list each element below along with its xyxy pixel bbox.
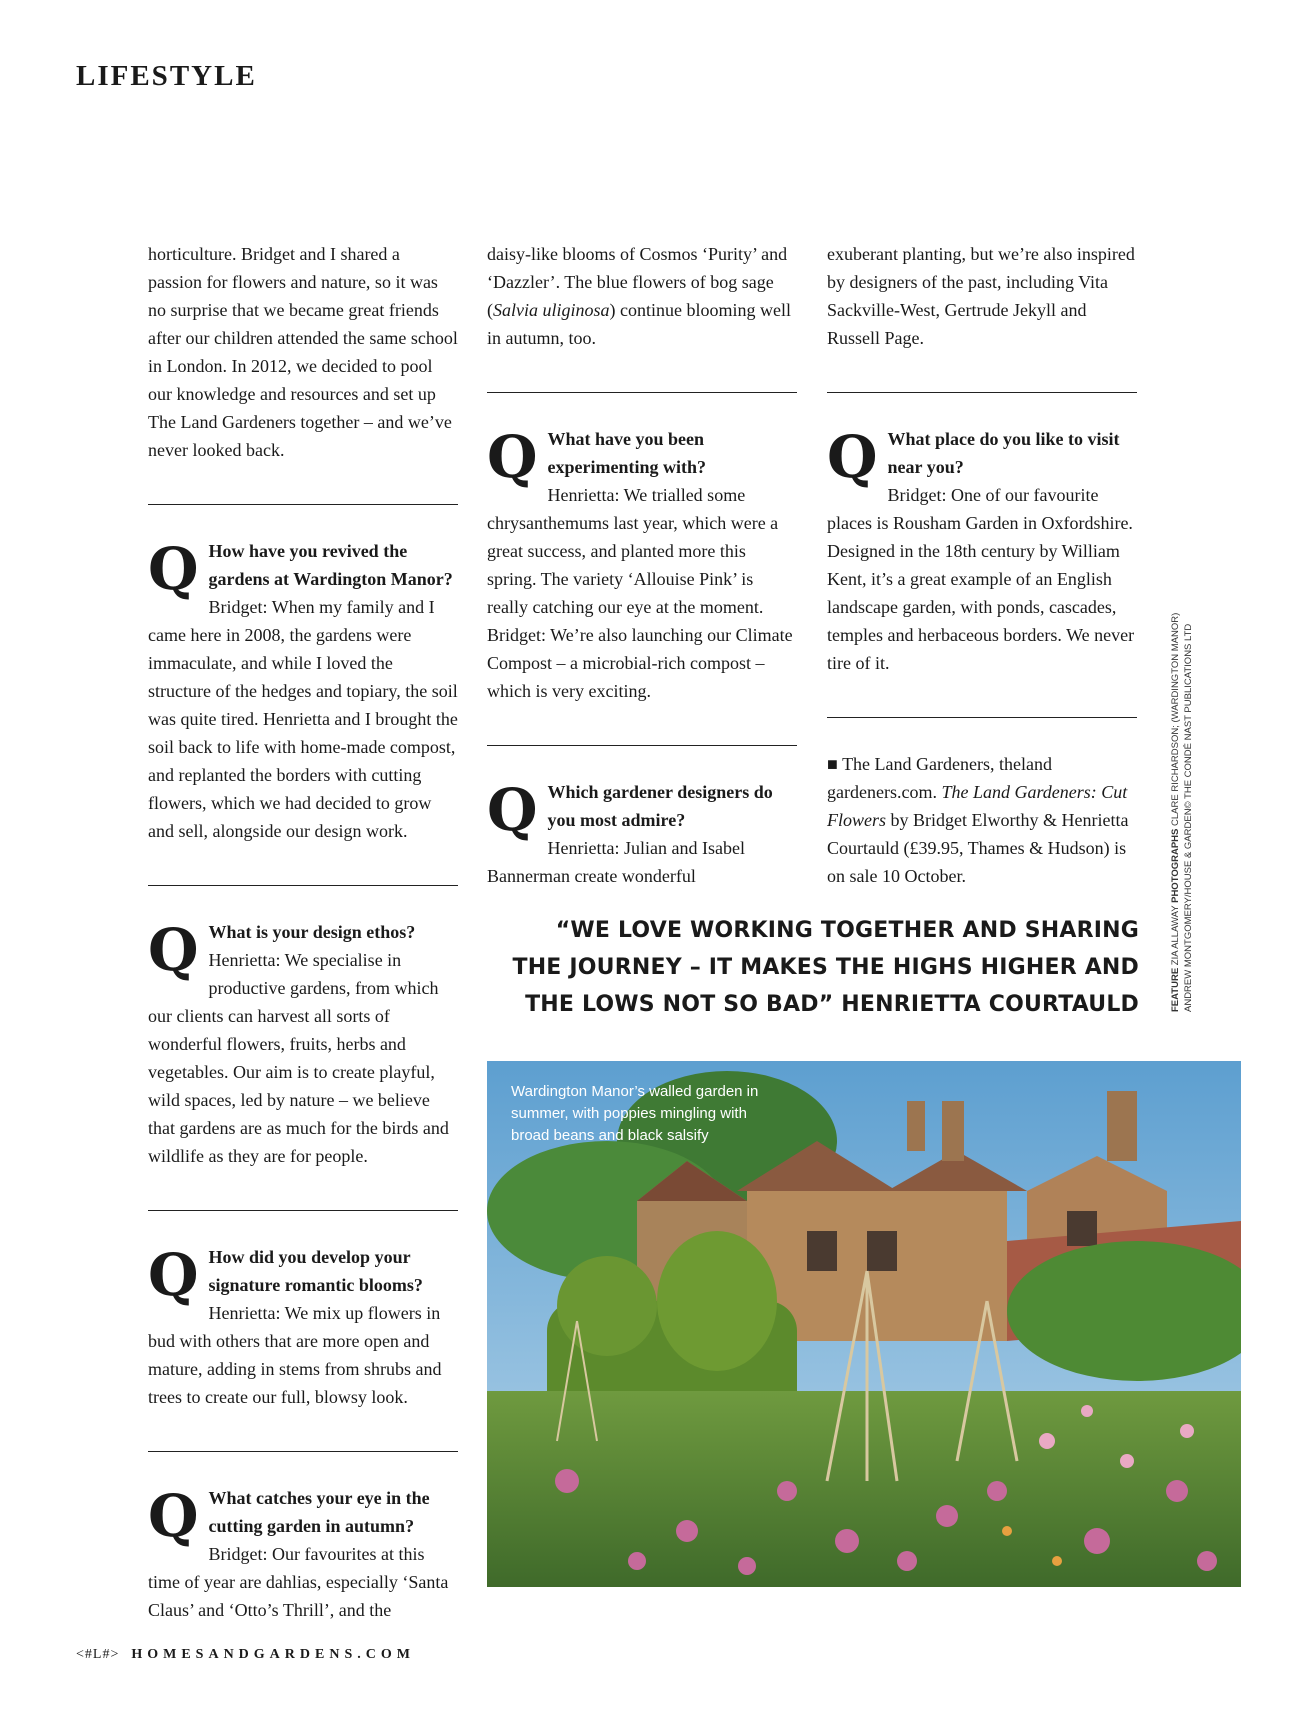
answer-text: Henrietta: Julian and Isabel Bannerman create wonderful (487, 838, 745, 886)
question-heading: Which gardener designers do you most admire? (547, 782, 773, 830)
qa-block (148, 918, 458, 1170)
credits-line-1 (1169, 582, 1182, 1012)
plant-name-italic: Salvia uliginosa (493, 300, 610, 320)
article-column-2 (487, 240, 797, 890)
article-column-1 (148, 240, 458, 1624)
qa-block (148, 1484, 458, 1624)
intro-paragraph: exuberant planting, but we’re also inspired by designers of the past, including Vita Sackville-West, Gertrude Jekyll and Russell Page. (827, 244, 1135, 348)
intro-paragraph (487, 240, 797, 352)
intro-text: ) continue blooming well in autumn, too. (487, 300, 791, 348)
divider (487, 745, 797, 746)
page-number: <#L#> (76, 1647, 120, 1662)
photo-credits (1169, 582, 1195, 1012)
q-drop-cap: Q (148, 535, 199, 603)
divider (487, 392, 797, 393)
divider (148, 504, 458, 505)
question-heading: What is your design ethos? (208, 922, 416, 942)
credit-text: ZIA ALLAWAY (1170, 902, 1181, 968)
question-heading: What place do you like to visit near you? (887, 429, 1120, 477)
intro-paragraph: horticulture. Bridget and I shared a passion for flowers and nature, so it was no surprise that we became great friends after our children attended the same school in London. In 2012, we decided to pool our knowledge and resources and set up The Land Gardeners together – and we’ve never looked back. (148, 244, 458, 460)
intro-text: daisy-like blooms of Cosmos ‘Purity’ and ‘Dazzler’. The blue flowers of bog sage ( (487, 244, 788, 320)
article-column-3 (827, 240, 1137, 890)
pull-quote: “WE LOVE WORKING TOGETHER AND SHARING THE JOURNEY – IT MAKES THE HIGHS HIGHER AND THE LOWS NOT SO BAD” HENRIETTA COURTAULD (512, 918, 1139, 1017)
question-heading: What catches your eye in the cutting garden in autumn? (208, 1488, 430, 1536)
q-drop-cap: Q (148, 1241, 199, 1309)
q-drop-cap: Q (827, 423, 878, 491)
qa-block (148, 537, 458, 845)
question-heading: How have you revived the gardens at Wardington Manor? (208, 541, 453, 589)
answer-text: Bridget: Our favourites at this time of year are dahlias, especially ‘Santa Claus’ and ‘Otto’s Thrill’, and the (148, 1544, 449, 1620)
bullet-icon: ■ (827, 754, 838, 774)
answer-text: Bridget: When my family and I came here in 2008, the gardens were immaculate, and while I loved the structure of the hedges and topiary, the soil was quite tired. Henrietta and I brought the soil back to life with home-made compost, and replanted the borders with cutting flowers, which we had decided to grow and sell, alongside our design work. (148, 597, 458, 841)
answer-text: Henrietta: We mix up flowers in bud with others that are more open and mature, adding in stems from shrubs and trees to create our full, blowsy look. (148, 1303, 442, 1407)
question-heading: How did you develop your signature romantic blooms? (208, 1247, 423, 1295)
credit-label: FEATURE (1170, 967, 1181, 1012)
qa-block (827, 425, 1137, 677)
qa-block (487, 778, 797, 890)
book-title: The Land Gardeners: Cut Flowers (827, 782, 1128, 830)
divider (148, 1210, 458, 1211)
section-label: LIFESTYLE (76, 60, 257, 92)
info-text: The Land Gardeners, theland gardeners.com. (827, 754, 1052, 802)
qa-block (487, 425, 797, 705)
credit-label: PHOTOGRAPHS (1170, 828, 1181, 903)
divider (148, 885, 458, 886)
q-drop-cap: Q (487, 423, 538, 491)
garden-photo (487, 1061, 1241, 1587)
answer-text: Bridget: One of our favourite places is Rousham Garden in Oxfordshire. Designed in the 18th century by William Kent, it’s a great example of an English landscape garden, with ponds, cascades, temples and herbaceous borders. We never tire of it. (827, 485, 1135, 673)
question-heading: What have you been experimenting with? (547, 429, 707, 477)
q-drop-cap: Q (487, 776, 538, 844)
q-drop-cap: Q (148, 916, 199, 984)
credits-line-2: ANDREW MONTGOMERY/HOUSE & GARDEN© THE CONDÉ NAST PUBLICATIONS LTD (1183, 623, 1194, 1012)
book-info (827, 750, 1137, 890)
q-drop-cap: Q (148, 1482, 199, 1550)
divider (148, 1451, 458, 1452)
qa-block (148, 1243, 458, 1411)
divider (827, 392, 1137, 393)
divider (827, 717, 1137, 718)
answer-text: Henrietta: We specialise in productive gardens, from which our clients can harvest all sorts of wonderful flowers, fruits, herbs and vegetables. Our aim is to create playful, wild spaces, led by nature – we believe that gardens are as much for the birds and wildlife as they are for people. (148, 950, 449, 1166)
page-footer (76, 1647, 415, 1663)
credit-text: CLARE RICHARDSON; (WARDINGTON MANOR) (1170, 612, 1181, 829)
info-text: by Bridget Elworthy & Henrietta Courtauld (£39.95, Thames & Hudson) is on sale 10 October. (827, 810, 1129, 886)
website-url: HOMESANDGARDENS.COM (131, 1647, 415, 1662)
answer-text: Henrietta: We trialled some chrysanthemums last year, which were a great success, and planted more this spring. The variety ‘Allouise Pink’ is really catching our eye at the moment. Bridget: We’re also launching our Climate Compost – a microbial-rich compost – which is very exciting. (487, 485, 793, 701)
photo-caption: Wardington Manor’s walled garden in summer, with poppies mingling with broad beans and black salsify (511, 1083, 759, 1144)
